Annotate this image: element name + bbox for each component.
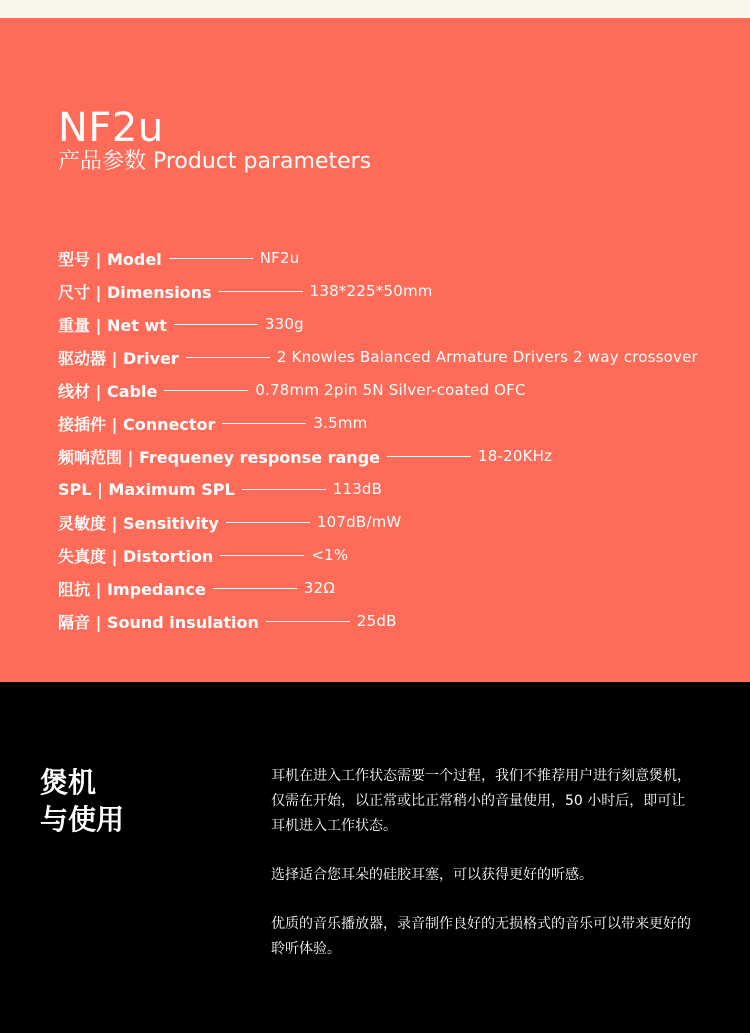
spec-label: 灵敏度 | Sensitivity [58, 513, 219, 533]
spec-leader-line [242, 489, 326, 490]
spec-leader-line [222, 423, 306, 424]
spec-label: 驱动器 | Driver [58, 348, 179, 368]
spec-label: 线材 | Cable [58, 381, 158, 401]
spec-row-driver [58, 345, 698, 369]
spec-value: NF2u [259, 249, 300, 267]
spec-row-net-wt [58, 312, 304, 336]
spec-row-distortion [58, 543, 348, 567]
spec-label: 阻抗 | Impedance [58, 579, 206, 599]
spec-leader-line [186, 357, 270, 358]
spec-label: 接插件 | Connector [58, 414, 216, 434]
spec-value: 18-20KHz [478, 447, 553, 465]
top-strip [0, 0, 750, 18]
spec-leader-line [226, 522, 310, 523]
usage-paragraph-eartips: 选择适合您耳朵的硅胶耳塞，可以获得更好的听感。 [271, 867, 593, 883]
spec-leader-line [164, 390, 248, 391]
spec-value: 138*225*50mm [309, 282, 433, 300]
spec-leader-line [213, 588, 297, 589]
spec-value: 25dB [356, 612, 397, 630]
usage-paragraph-player: 优质的音乐播放器，录音制作良好的无损格式的音乐可以带来更好的聆听体验。 [271, 916, 691, 957]
spec-leader-line [169, 258, 253, 259]
spec-value: 113dB [332, 480, 383, 498]
spec-label: 尺寸 | Dimensions [58, 282, 212, 302]
usage-paragraph-burn-in: 耳机在进入工作状态需要一个过程，我们不推荐用户进行刻意煲机，仅需在开始，以正常或比正常稍小的音量使用，50 小时后，即可让耳机进入工作状态。 [271, 768, 691, 834]
spec-leader-line [219, 291, 303, 292]
spec-value: 32Ω [303, 579, 336, 597]
spec-value: 3.5mm [313, 414, 368, 432]
usage-panel [0, 682, 750, 1033]
spec-value: 0.78mm 2pin 5N Silver-coated OFC [255, 381, 526, 399]
spec-value: 330g [264, 315, 304, 333]
usage-title-line-1: 煲机 [40, 766, 97, 799]
spec-label: 型号 | Model [58, 249, 162, 269]
spec-value: <1% [311, 546, 349, 564]
spec-leader-line [387, 456, 471, 457]
spec-value: 2 Knowles Balanced Armature Drivers 2 way crossover [276, 348, 698, 366]
spec-label: 隔音 | Sound insulation [58, 612, 259, 632]
spec-value: 107dB/mW [316, 513, 402, 531]
usage-title-line-2: 与使用 [40, 803, 125, 836]
spec-row-dimensions [58, 279, 433, 303]
spec-panel [0, 18, 750, 682]
spec-row-frequency-response [58, 444, 552, 468]
spec-row-impedance [58, 576, 335, 600]
spec-leader-line [174, 324, 258, 325]
spec-row-sensitivity [58, 510, 401, 534]
spec-label: SPL | Maximum SPL [58, 479, 235, 499]
spec-leader-line [266, 621, 350, 622]
spec-row-cable [58, 378, 526, 402]
spec-row-sound-insulation [58, 609, 397, 633]
spec-row-max-spl [58, 477, 382, 501]
spec-label: 重量 | Net wt [58, 315, 167, 335]
spec-label: 失真度 | Distortion [58, 546, 214, 566]
usage-body [271, 764, 691, 986]
spec-leader-line [220, 555, 304, 556]
product-subtitle: 产品参数 Product parameters [58, 149, 372, 175]
spec-row-model [58, 246, 299, 270]
spec-row-connector [58, 411, 367, 435]
usage-title [40, 764, 124, 838]
spec-label: 频响范围 | Frequeney response range [58, 447, 381, 467]
product-name: NF2u [58, 104, 164, 151]
